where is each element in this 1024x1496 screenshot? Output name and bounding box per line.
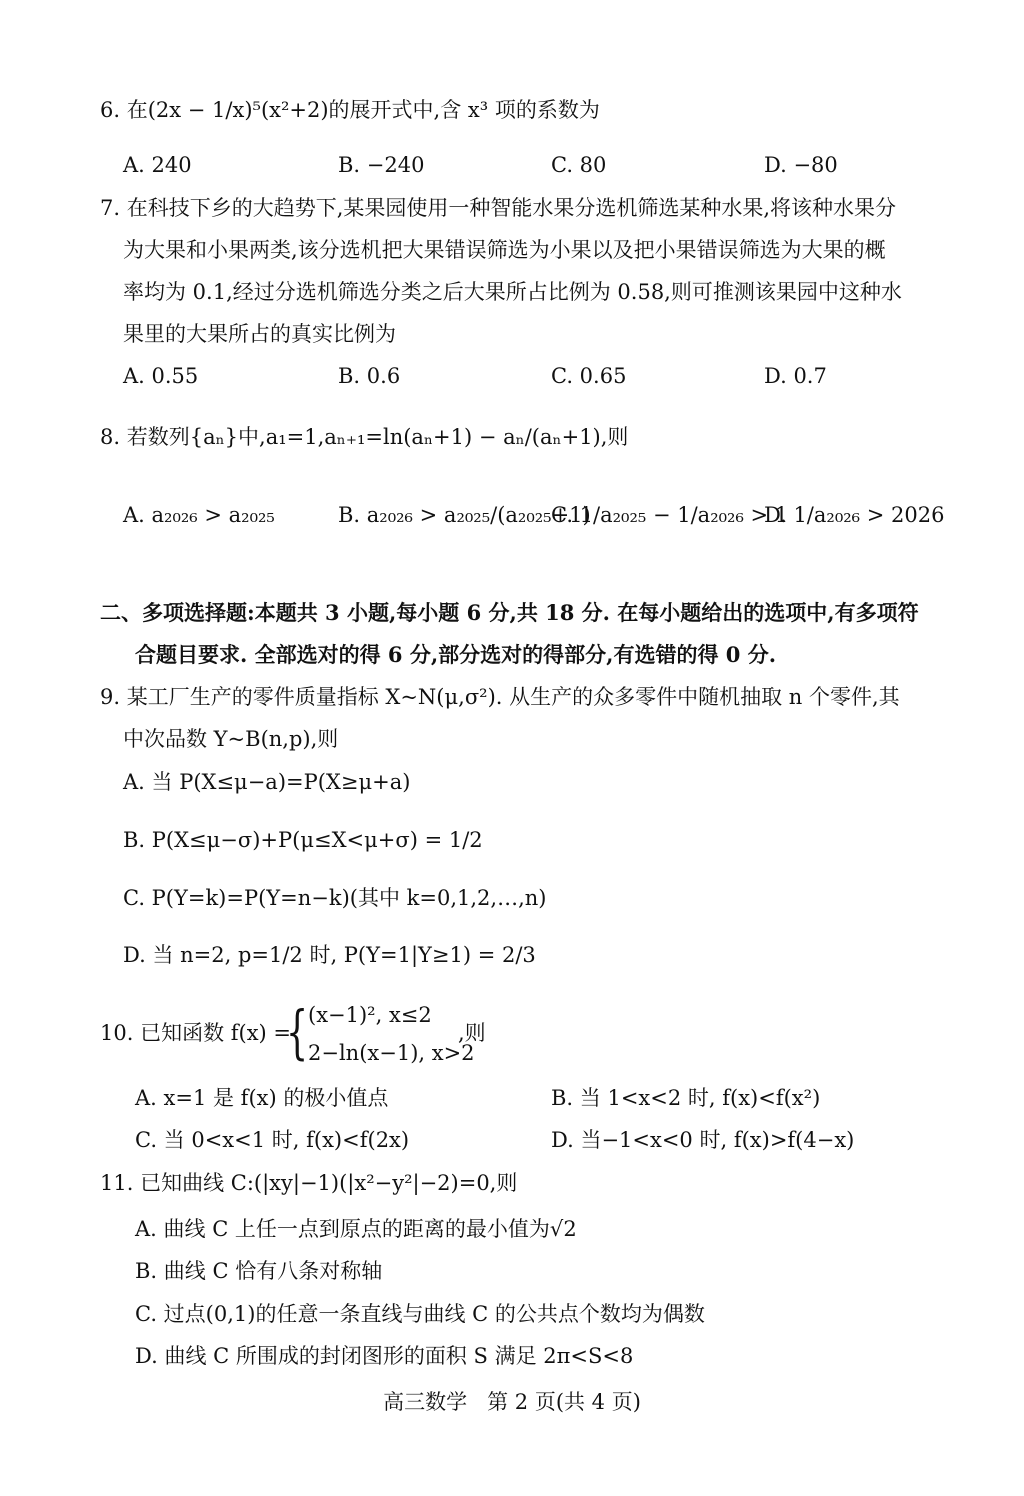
q10-case-2: 2−ln(x−1), x>2 (308, 1041, 475, 1065)
q7-line-1: 7. 在科技下乡的大趋势下,某果园使用一种智能水果分选机筛选某种水果,将该种水果分 (100, 196, 897, 220)
q7-line-4: 果里的大果所占的真实比例为 (123, 322, 396, 346)
q11-stem: 11. 已知曲线 C:(|xy|−1)(|x²−y²|−2)=0,则 (100, 1171, 518, 1195)
q6-option-a: A. 240 (123, 153, 192, 177)
q6-option-d: D. −80 (764, 153, 838, 177)
q10-case-1: (x−1)², x≤2 (308, 1003, 432, 1027)
q8-option-a: A. a₂₀₂₆ > a₂₀₂₅ (123, 503, 275, 527)
q11-option-a: A. 曲线 C 上任一点到原点的距离的最小值为√2 (135, 1217, 577, 1241)
q10-stem-prefix: 10. 已知函数 f(x) = (100, 1021, 292, 1045)
q9-option-b: B. P(X≤μ−σ)+P(μ≤X<μ+σ) = 1/2 (123, 828, 483, 852)
q10-option-a: A. x=1 是 f(x) 的极小值点 (135, 1086, 389, 1110)
q9-line-2: 中次品数 Y~B(n,p),则 (123, 727, 339, 751)
q7-option-a: A. 0.55 (123, 364, 199, 388)
section-2-heading-line-1: 二、多项选择题:本题共 3 小题,每小题 6 分,共 18 分. 在每小题给出的选项中,有多项符 (100, 600, 919, 625)
q7-option-d: D. 0.7 (764, 364, 827, 388)
q10-option-c: C. 当 0<x<1 时, f(x)<f(2x) (135, 1128, 410, 1152)
q9-option-c: C. P(Y=k)=P(Y=n−k)(其中 k=0,1,2,…,n) (123, 886, 547, 910)
q10-stem-suffix: ,则 (458, 1021, 486, 1045)
q10-piecewise-brace: { (286, 998, 309, 1066)
q11-option-b: B. 曲线 C 恰有八条对称轴 (135, 1259, 383, 1283)
q9-line-1: 9. 某工厂生产的零件质量指标 X~N(μ,σ²). 从生产的众多零件中随机抽取 n 个零件,其 (100, 685, 900, 709)
q6-option-b: B. −240 (338, 153, 425, 177)
q7-option-c: C. 0.65 (551, 364, 627, 388)
page-footer: 高三数学 第 2 页(共 4 页) (383, 1390, 641, 1414)
q8-option-b: B. a₂₀₂₆ > a₂₀₂₅/(a₂₀₂₅+1) (338, 503, 591, 527)
q7-line-3: 率均为 0.1,经过分选机筛选分类之后大果所占比例为 0.58,则可推测该果园中这种水 (123, 280, 902, 304)
q7-option-b: B. 0.6 (338, 364, 401, 388)
section-2-heading-line-2: 合题目要求. 全部选对的得 6 分,部分选对的得部分,有选错的得 0 分. (135, 642, 777, 667)
q11-option-d: D. 曲线 C 所围成的封闭图形的面积 S 满足 2π<S<8 (135, 1344, 634, 1368)
q8-option-d: D. 1/a₂₀₂₆ > 2026 (764, 503, 945, 527)
q11-option-c: C. 过点(0,1)的任意一条直线与曲线 C 的公共点个数均为偶数 (135, 1302, 705, 1326)
q8-stem: 8. 若数列{aₙ}中,a₁=1,aₙ₊₁=ln(aₙ+1) − aₙ/(aₙ+1),则 (100, 425, 629, 449)
q10-option-b: B. 当 1<x<2 时, f(x)<f(x²) (551, 1086, 821, 1110)
q9-option-a: A. 当 P(X≤μ−a)=P(X≥μ+a) (123, 770, 411, 794)
q9-option-d: D. 当 n=2, p=1/2 时, P(Y=1|Y≥1) = 2/3 (123, 943, 536, 967)
q10-option-d: D. 当−1<x<0 时, f(x)>f(4−x) (551, 1128, 855, 1152)
q6-option-c: C. 80 (551, 153, 607, 177)
q6-stem: 6. 在(2x − 1/x)⁵(x²+2)的展开式中,含 x³ 项的系数为 (100, 98, 600, 122)
q8-option-c: C. 1/a₂₀₂₅ − 1/a₂₀₂₆ > 1 (551, 503, 789, 527)
q7-line-2: 为大果和小果两类,该分选机把大果错误筛选为小果以及把小果错误筛选为大果的概 (123, 238, 886, 262)
